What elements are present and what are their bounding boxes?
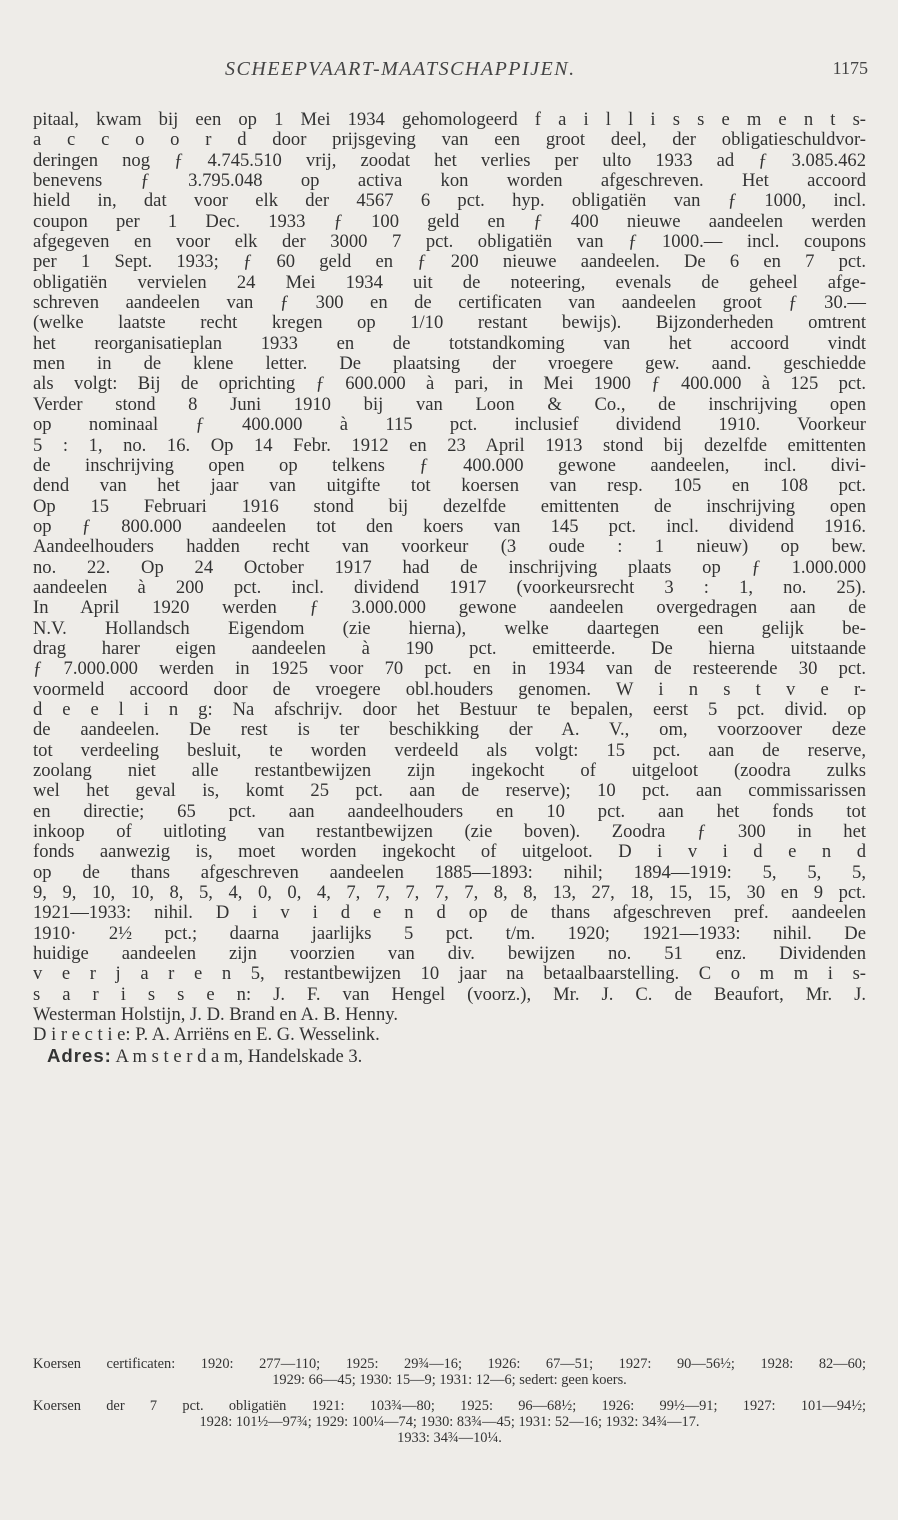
address-label: Adres: [46,1044,112,1066]
text-line: Aandeelhouders hadden recht van voorkeur (3 oude : 1 nieuw) op bew. [33,536,866,558]
text-line: 1921—1933: nihil. D i v i d e n d op de thans afgeschreven pref. aandeelen [33,902,866,924]
text-line: ƒ 7.000.000 werden in 1925 voor 70 pct. en in 1934 van de resteerende 30 pct. [33,658,866,680]
text-line: v e r j a r e n 5, restantbewijzen 10 jaar na betaalbaarstelling. C o m m i s- [33,963,866,985]
footnote-line: 1928: 101½—97¾; 1929: 100¼—74; 1930: 83¾—45; 1931: 52—16; 1932: 34¾—17. [199,1414,700,1430]
text-line: de inschrijving open op telkens ƒ 400.000 gewone aandeelen, incl. divi- [33,454,866,476]
footnote-line: Koersen certificaten: 1920: 277—110; 1925: 29¾—16; 1926: 67—51; 1927: 90—56½; 1928: 82—60; [33,1356,866,1372]
text-line: inkoop of uitloting van restantbewijzen (zie boven). Zoodra ƒ 300 in het [33,821,866,843]
text-line: aandeelen à 200 pct. incl. dividend 1917 (voorkeursrecht 3 : 1, no. 25). [33,576,866,598]
text-line: fonds aanwezig is, moet worden ingekocht of uitgeloot. D i v i d e n d [33,841,866,863]
page-header [0,58,898,88]
text-line: drag harer eigen aandeelen à 190 pct. emitteerde. De hierna uitstaande [33,637,866,659]
text-line: voormeld accoord door de vroegere obl.houders genomen. W i n s t v e r- [33,678,866,700]
text-line: a c c o o r d door prijsgeving van een groot deel, der obligatieschuldvor- [33,129,866,151]
body-text [33,110,866,1067]
text-line: schreven aandeelen van ƒ 300 en de certificaten van aandeelen groot ƒ 30.— [33,292,866,314]
text-line: afgegeven en voor elk der 3000 7 pct. obligatiën van ƒ 1000.— incl. coupons [33,231,866,253]
text-line: op de thans afgeschreven aandeelen 1885—1893: nihil; 1894—1919: 5, 5, 5, [33,861,866,883]
text-line: huidige aandeelen zijn voorzien van div. bewijzen no. 51 enz. Dividenden [33,943,866,965]
text-line: men in de klene letter. De plaatsing der vroegere gew. aand. geschiedde [33,353,866,375]
text-line: d e e l i n g: Na afschrijv. door het Bestuur te bepalen, eerst 5 pct. divid. op [33,698,866,720]
address-street: Handelskade 3. [247,1045,363,1067]
address-city: A m s t e r d a m, [115,1045,244,1067]
text-line: 1910· 2½ pct.; daarna jaarlijks 5 pct. t/m. 1920; 1921—1933: nihil. De [33,922,866,944]
text-line: zoolang niet alle restantbewijzen zijn ingekocht of uitgeloot (zoodra zulks [33,760,866,781]
price-footnotes [33,1356,866,1456]
text-line: obligatiën vervielen 24 Mei 1934 uit de noteering, evenals de geheel afge- [33,271,866,293]
text-line: D i r e c t i e: P. A. Arriëns en E. G. Wesselink. [33,1024,380,1046]
text-line: (welke laatste recht kregen op 1/10 restant bewijs). Bijzonderheden omtrent [33,312,866,334]
text-line: tot verdeeling besluit, te worden verdeeld als volgt: 15 pct. aan de reserve, [33,739,866,761]
running-title: SCHEEPVAART-MAATSCHAPPIJEN. [225,58,576,80]
text-line: per 1 Sept. 1933; ƒ 60 geld en ƒ 200 nieuwe aandeelen. De 6 en 7 pct. [33,251,866,273]
footnote-line: Koersen der 7 pct. obligatiën 1921: 103¾—80; 1925: 96—68½; 1926: 99½—91; 1927: 101—94½; [33,1398,866,1414]
text-line: deringen nog ƒ 4.745.510 vrij, zoodat het verlies per ulto 1933 ad ƒ 3.085.462 [33,149,866,171]
text-line: In April 1920 werden ƒ 3.000.000 gewone aandeelen overgedragen aan de [33,597,866,619]
text-line: de aandeelen. De rest is ter beschikking der A. V., om, voorzoover deze [33,719,866,741]
footnote-certificates [33,1356,866,1388]
text-line: N.V. Hollandsch Eigendom (zie hierna), welke daartegen een gelijk be- [33,617,866,639]
footnote-line: 1933: 34¾—10¼. [397,1430,502,1446]
text-line: als volgt: Bij de oprichting ƒ 600.000 à pari, in Mei 1900 ƒ 400.000 à 125 pct. [33,373,866,395]
page-number: 1175 [832,58,868,78]
text-line: Westerman Holstijn, J. D. Brand en A. B. Henny. [33,1004,398,1026]
text-line: hield in, dat voor elk der 4567 6 pct. hyp. obligatiën van ƒ 1000, incl. [33,190,866,212]
text-line: Verder stond 8 Juni 1910 bij van Loon & Co., de inschrijving open [33,393,866,415]
address-line [33,1046,866,1067]
footnote-line: 1929: 66—45; 1930: 15—9; 1931: 12—6; sedert: geen koers. [272,1372,627,1388]
text-line: wel het geval is, komt 25 pct. aan de reserve); 10 pct. aan commissarissen [33,780,866,802]
text-line: dend van het jaar van uitgifte tot koersen van resp. 105 en 108 pct. [33,475,866,497]
text-line: 5 : 1, no. 16. Op 14 Febr. 1912 en 23 April 1913 stond bij dezelfde emittenten [33,434,866,456]
text-line: op ƒ 800.000 aandeelen tot den koers van 145 pct. incl. dividend 1916. [33,515,866,537]
text-line: 9, 9, 10, 10, 8, 5, 4, 0, 0, 4, 7, 7, 7, 7, 7, 8, 8, 13, 27, 18, 15, 15, 30 en 9 pct. [33,882,866,904]
text-line: benevens ƒ 3.795.048 op activa kon worden afgeschreven. Het accoord [33,170,866,192]
text-line: pitaal, kwam bij een op 1 Mei 1934 gehomologeerd f a i l l i s s e m e n t s- [33,109,866,130]
text-line: Op 15 Februari 1916 stond bij dezelfde emittenten de inschrijving open [33,495,866,517]
footnote-obligations [33,1398,866,1446]
text-line: coupon per 1 Dec. 1933 ƒ 100 geld en ƒ 400 nieuwe aandeelen werden [33,210,866,232]
text-line: s a r i s s e n: J. F. van Hengel (voorz.), Mr. J. C. de Beaufort, Mr. J. [33,983,866,1005]
text-line: en directie; 65 pct. aan aandeelhouders en 10 pct. aan het fonds tot [33,800,866,822]
text-line: het reorganisatieplan 1933 en de totstandkoming van het accoord vindt [33,332,866,354]
text-line: no. 22. Op 24 October 1917 had de inschrijving plaats op ƒ 1.000.000 [33,556,866,578]
text-line: op nominaal ƒ 400.000 à 115 pct. inclusief dividend 1910. Voorkeur [33,414,866,436]
